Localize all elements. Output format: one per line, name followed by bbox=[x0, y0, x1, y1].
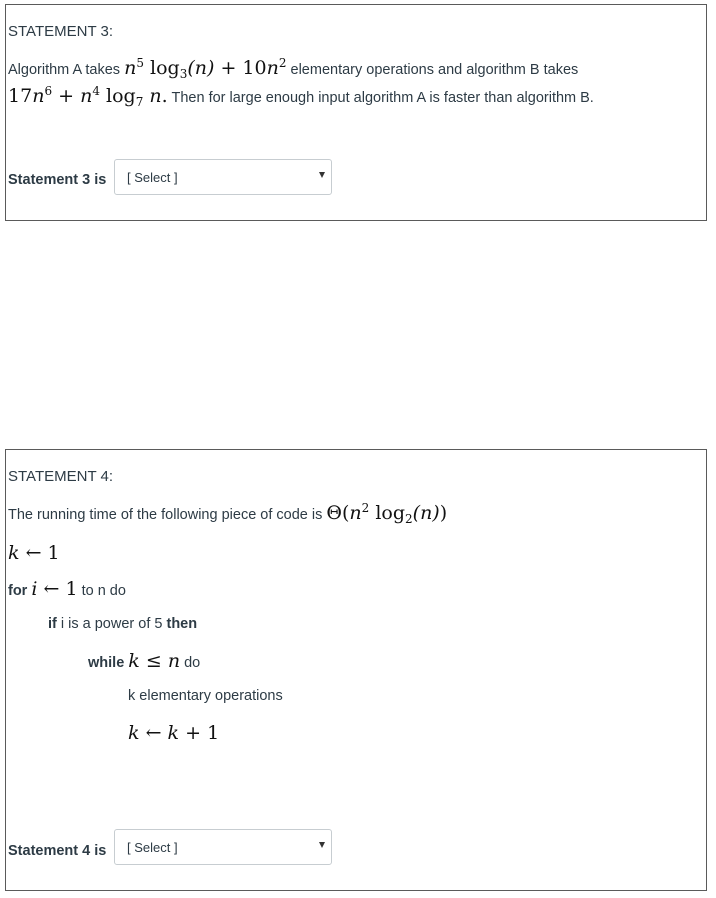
code-line-6: k ← k + 1 bbox=[128, 722, 220, 744]
code-line-3: if i is a power of 5 then bbox=[48, 616, 198, 632]
algorithm-a-formula: $n^5$ $\log_3(n) + 10n^2$ bbox=[124, 56, 287, 81]
statement-3-card bbox=[5, 4, 707, 221]
chevron-down-icon bbox=[319, 172, 325, 178]
statement-3-select[interactable] bbox=[114, 159, 332, 195]
code-line-5: k elementary operations bbox=[128, 688, 283, 704]
statement-3-middle: elementary operations and algorithm B takes bbox=[290, 62, 579, 78]
statement-4-card bbox=[5, 449, 707, 891]
statement-3-prefix: Algorithm A takes bbox=[8, 62, 121, 78]
statement-4-answer-label: Statement 4 is bbox=[8, 843, 107, 859]
statement-4-select[interactable] bbox=[114, 829, 332, 865]
chevron-down-icon bbox=[319, 842, 325, 848]
statement-4-intro-line bbox=[8, 502, 447, 524]
statement-3-heading: STATEMENT 3: bbox=[8, 23, 114, 40]
statement-3-line-2 bbox=[8, 85, 594, 107]
statement-3-suffix: Then for large enough input algorithm A is faster than algorithm B. bbox=[171, 90, 594, 106]
statement-3-answer-label: Statement 3 is bbox=[8, 172, 107, 188]
code-line-4: while k ≤ n do bbox=[88, 650, 201, 672]
statement-4-intro: The running time of the following piece of code is bbox=[8, 507, 323, 523]
statement-3-line-1 bbox=[8, 57, 578, 79]
statement-4-select-value: [ Select ] bbox=[127, 840, 178, 855]
algorithm-b-formula: $17n^6 + n^4$ $\log_7 n$. bbox=[8, 84, 168, 109]
statement-4-heading: STATEMENT 4: bbox=[8, 468, 114, 485]
theta-formula: $\Theta(n^2$ $\log_2(n)$) bbox=[326, 501, 448, 526]
code-line-2: for i ← 1 to n do bbox=[8, 578, 126, 600]
code-line-1: k ← 1 bbox=[8, 542, 60, 564]
statement-3-select-value: [ Select ] bbox=[127, 170, 178, 185]
